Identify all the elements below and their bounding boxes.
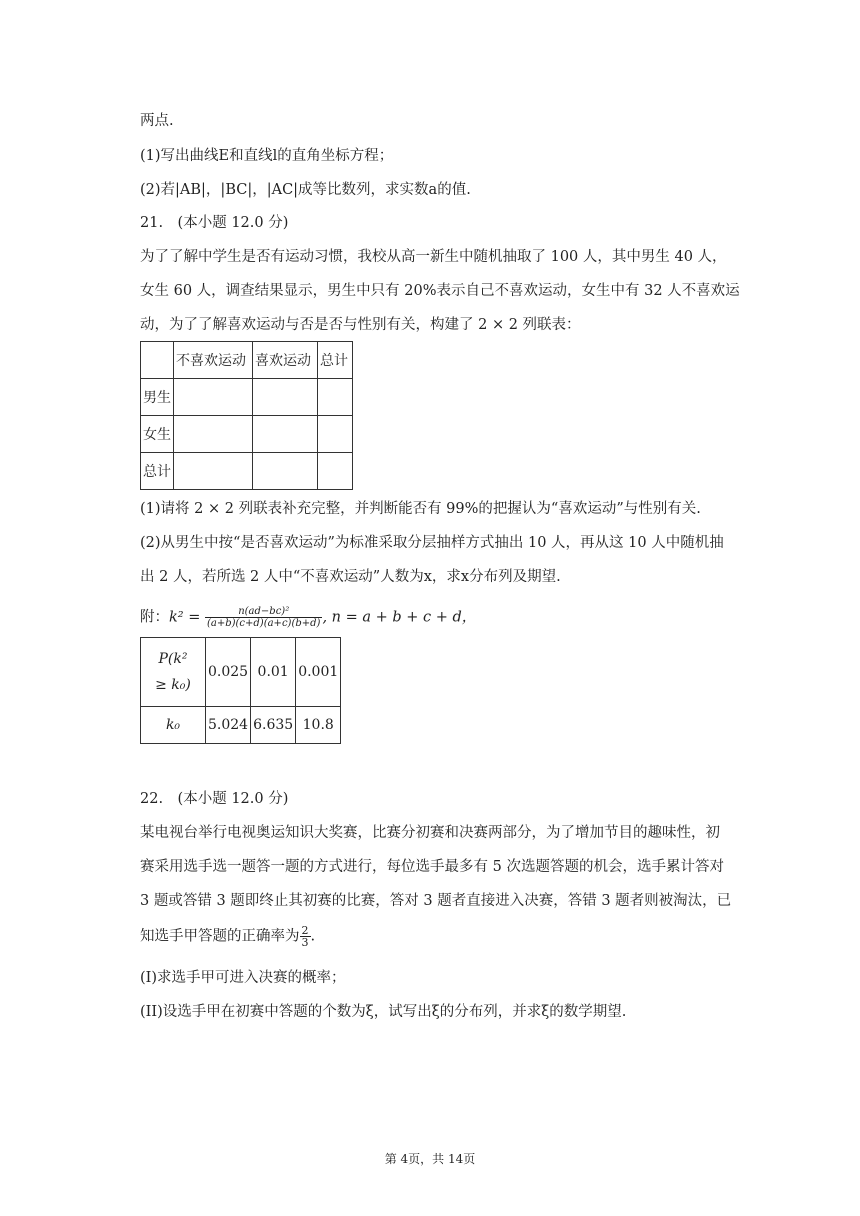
formula-fraction (205, 606, 322, 629)
question-21-part-2-cont: 出 2 人，若所选 2 人中“不喜欢运动”人数为x，求x分布列及期望. (140, 569, 561, 585)
row-label: k₀ (141, 707, 206, 744)
table-cell (318, 453, 353, 490)
table-row (141, 453, 353, 490)
text-span: . (310, 928, 316, 945)
table-cell: 5.024 (206, 707, 251, 744)
table-cell (174, 416, 253, 453)
table-cell (174, 379, 253, 416)
table-cell (318, 379, 353, 416)
critical-value-table (140, 637, 341, 744)
table-cell (253, 379, 318, 416)
table-cell (318, 416, 353, 453)
table-cell: 6.635 (251, 707, 296, 744)
table-row (141, 707, 341, 744)
row-label-line: ≥ k₀) (155, 677, 191, 693)
formula-suffix: , n = a + b + c + d， (322, 609, 477, 626)
question-20-part-1: (1)写出曲线E和直线l的直角坐标方程； (140, 148, 394, 164)
table-row (141, 416, 353, 453)
table-cell: 0.001 (296, 638, 341, 707)
table-cell: 10.8 (296, 707, 341, 744)
row-label-line: P(k² (158, 651, 188, 667)
question-22-text-line: 赛采用选手选一题答一题的方式进行，每位选手最多有 5 次选题答题的机会，选手累计答对 (140, 859, 724, 875)
question-22-text-line: 某电视台举行电视奥运知识大奖赛，比赛分初赛和决赛两部分，为了增加节目的趣味性，初 (140, 825, 720, 841)
table-header-row (141, 342, 353, 379)
question-22-text-line (140, 925, 315, 948)
contingency-table (140, 341, 353, 490)
question-22-header: 22. (本小题 12.0 分) (140, 791, 289, 807)
formula-prefix: 附： (140, 609, 169, 626)
question-21-text-line: 动，为了了解喜欢运动与否是否与性别有关，构建了 2 × 2 列联表： (140, 317, 581, 333)
table-row (141, 379, 353, 416)
formula-k2: k² = (169, 609, 201, 626)
fraction-numerator: 2 (301, 924, 309, 937)
question-21-header: 21. (本小题 12.0 分) (140, 215, 289, 231)
page-footer: 第 4页，共 14页 (384, 1152, 476, 1166)
question-21-part-1: (1)请将 2 × 2 列联表补充完整，并判断能否有 99%的把握认为“喜欢运动”与性别有关. (140, 501, 701, 517)
row-label: 总计 (141, 453, 174, 490)
table-cell: 0.01 (251, 638, 296, 707)
row-label: 女生 (141, 416, 174, 453)
formula-line (140, 606, 476, 629)
text-span: 知选手甲答题的正确率为 (140, 928, 300, 945)
table-cell: 0.025 (206, 638, 251, 707)
row-label: 男生 (141, 379, 174, 416)
question-21-part-2: (2)从男生中按“是否喜欢运动”为标准采取分层抽样方式抽出 10 人，再从这 10 人中随机抽 (140, 535, 724, 551)
table-cell (174, 453, 253, 490)
question-22-part-2: (II)设选手甲在初赛中答题的个数为ξ，试写出ξ的分布列，并求ξ的数学期望. (140, 1004, 627, 1020)
question-21-text-line: 女生 60 人，调查结果显示，男生中只有 20%表示自己不喜欢运动，女生中有 32 人不喜欢运 (140, 283, 740, 299)
table-cell (253, 453, 318, 490)
question-21-text-line: 为了了解中学生是否有运动习惯，我校从高一新生中随机抽取了 100 人，其中男生 40 人， (140, 249, 727, 265)
question-20-part-2: (2)若|AB|，|BC|，|AC|成等比数列，求实数a的值. (140, 182, 471, 198)
text-line: 两点. (140, 113, 174, 129)
fraction-numerator: n(ad−bc)² (205, 606, 322, 618)
table-cell (141, 342, 174, 379)
table-cell (253, 416, 318, 453)
question-22-part-1: (I)求选手甲可进入决赛的概率； (140, 970, 346, 986)
table-header-cell: 总计 (318, 342, 353, 379)
table-header-cell: 喜欢运动 (253, 342, 318, 379)
row-label (141, 638, 206, 707)
table-row (141, 638, 341, 707)
fraction-denominator: (a+b)(c+d)(a+c)(b+d) (206, 618, 321, 629)
probability-fraction (300, 925, 311, 948)
fraction-denominator: 3 (301, 936, 309, 949)
question-22-text-line: 3 题或答错 3 题即终止其初赛的比赛，答对 3 题者直接进入决赛，答错 3 题者则被淘汰，已 (140, 893, 732, 909)
table-header-cell: 不喜欢运动 (174, 342, 253, 379)
